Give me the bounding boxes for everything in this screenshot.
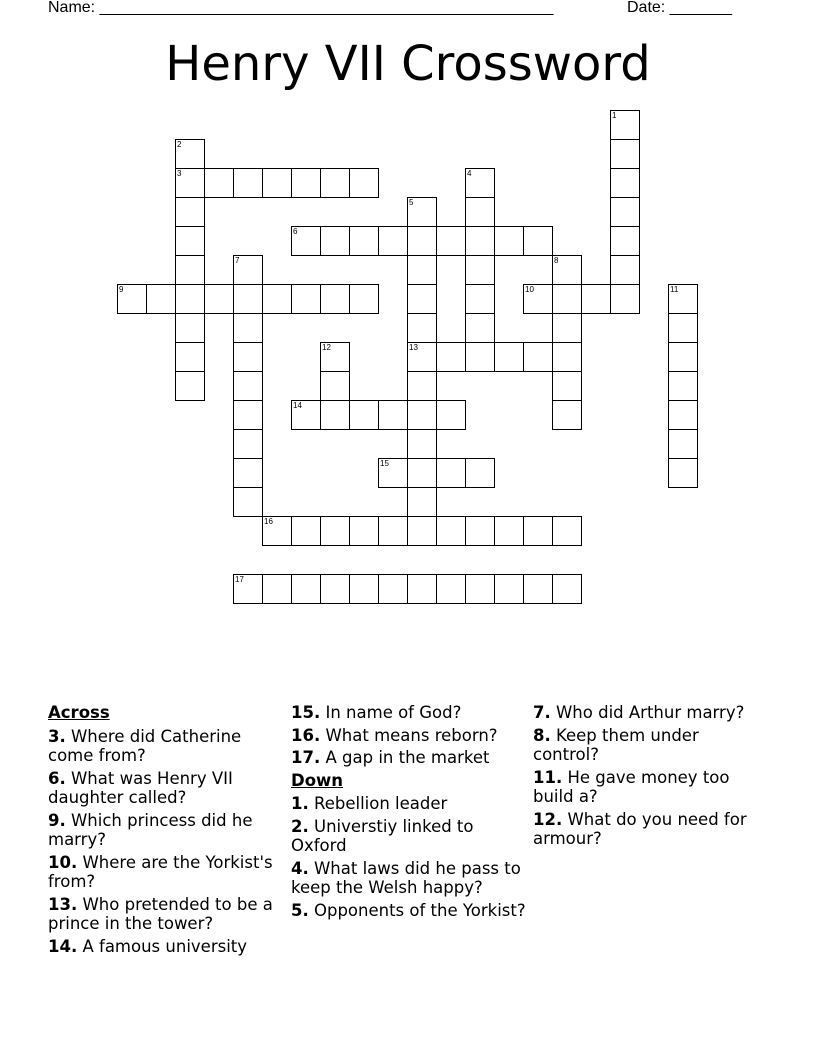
- grid-cell[interactable]: [494, 342, 524, 372]
- grid-cell[interactable]: [523, 516, 553, 546]
- cell-number: 5: [409, 198, 414, 207]
- grid-cell[interactable]: [320, 342, 350, 372]
- grid-cell[interactable]: [610, 284, 640, 314]
- down-clue-list-continued: [533, 703, 769, 849]
- cell-number: 4: [467, 169, 472, 178]
- grid-cell[interactable]: [320, 400, 350, 430]
- grid-cell[interactable]: [291, 516, 321, 546]
- grid-cell[interactable]: [233, 284, 263, 314]
- grid-cell[interactable]: [378, 458, 408, 488]
- clue-text: Which princess did he marry?: [48, 810, 253, 849]
- clue-column-1: [48, 703, 284, 959]
- grid-cell[interactable]: [494, 226, 524, 256]
- grid-cell[interactable]: [465, 284, 495, 314]
- clue-number: 6.: [48, 768, 66, 788]
- clue-text: Rebellion leader: [308, 794, 448, 813]
- clue-text: Opponents of the Yorkist?: [308, 900, 526, 920]
- grid-cell[interactable]: [465, 574, 495, 604]
- grid-cell[interactable]: [262, 516, 292, 546]
- clue-number: 11.: [533, 767, 563, 787]
- clue-number: 7.: [533, 703, 551, 722]
- clue-item: [533, 810, 769, 849]
- grid-cell[interactable]: [233, 574, 263, 604]
- grid-cell[interactable]: [465, 168, 495, 198]
- grid-cell[interactable]: [436, 342, 466, 372]
- grid-cell[interactable]: [291, 284, 321, 314]
- grid-cell[interactable]: [175, 284, 205, 314]
- clue-text: Universtiy linked to Oxford: [291, 816, 474, 855]
- cell-number: 1: [612, 111, 617, 120]
- grid-cell[interactable]: [349, 226, 379, 256]
- clue-item: [291, 794, 527, 814]
- grid-cell[interactable]: [378, 226, 408, 256]
- grid-cell[interactable]: [552, 342, 582, 372]
- grid-cell[interactable]: [465, 313, 495, 343]
- clue-number: 3.: [48, 726, 66, 746]
- clue-text: Where did Catherine come from?: [48, 726, 242, 765]
- cell-number: 6: [293, 227, 298, 236]
- clue-item: [291, 901, 527, 921]
- grid-cell[interactable]: [407, 284, 437, 314]
- clue-number: 10.: [48, 852, 78, 872]
- clue-item: [48, 937, 284, 957]
- grid-cell[interactable]: [581, 284, 611, 314]
- grid-cell[interactable]: [262, 168, 292, 198]
- grid-cell[interactable]: [668, 342, 698, 372]
- grid-cell[interactable]: [262, 284, 292, 314]
- grid-cell[interactable]: [552, 516, 582, 546]
- grid-cell[interactable]: [523, 342, 553, 372]
- clue-number: 15.: [291, 703, 321, 722]
- grid-cell[interactable]: [378, 574, 408, 604]
- grid-cell[interactable]: [204, 284, 234, 314]
- cell-number: 11: [670, 285, 679, 294]
- grid-cell[interactable]: [320, 574, 350, 604]
- grid-cell[interactable]: [668, 313, 698, 343]
- grid-cell[interactable]: [494, 516, 524, 546]
- grid-cell[interactable]: [552, 284, 582, 314]
- clue-text: Who pretended to be a prince in the tower?: [48, 894, 273, 933]
- clue-text: Keep them under control?: [533, 725, 699, 764]
- grid-cell[interactable]: [233, 371, 263, 401]
- grid-cell[interactable]: [175, 168, 205, 198]
- grid-cell[interactable]: [465, 342, 495, 372]
- grid-cell[interactable]: [494, 574, 524, 604]
- grid-cell[interactable]: [262, 574, 292, 604]
- grid-cell[interactable]: [523, 226, 553, 256]
- grid-cell[interactable]: [233, 168, 263, 198]
- clue-number: 5.: [291, 900, 309, 920]
- grid-cell[interactable]: [291, 226, 321, 256]
- grid-cell[interactable]: [523, 284, 553, 314]
- grid-cell[interactable]: [407, 255, 437, 285]
- across-clue-list: [48, 727, 284, 957]
- clue-text: What do you need for armour?: [533, 809, 747, 848]
- cell-number: 16: [264, 517, 273, 526]
- grid-cell[interactable]: [349, 574, 379, 604]
- grid-cell[interactable]: [668, 429, 698, 459]
- clue-number: 2.: [291, 816, 309, 836]
- grid-cell[interactable]: [407, 458, 437, 488]
- grid-cell[interactable]: [291, 574, 321, 604]
- cell-number: 8: [554, 256, 559, 265]
- grid-cell[interactable]: [175, 255, 205, 285]
- grid-cell[interactable]: [552, 371, 582, 401]
- cell-number: 3: [177, 169, 182, 178]
- grid-cell[interactable]: [233, 400, 263, 430]
- grid-cell[interactable]: [465, 197, 495, 227]
- grid-cell[interactable]: [610, 139, 640, 169]
- clue-item: [48, 769, 284, 808]
- clue-item: [291, 748, 527, 768]
- grid-cell[interactable]: [436, 226, 466, 256]
- clue-item: [291, 859, 527, 898]
- grid-cell[interactable]: [349, 168, 379, 198]
- across-clue-list-continued: [291, 703, 527, 768]
- grid-cell[interactable]: [407, 487, 437, 517]
- clue-text: What was Henry VII daughter called?: [48, 768, 233, 807]
- clue-item: [533, 726, 769, 765]
- grid-cell[interactable]: [320, 284, 350, 314]
- grid-cell[interactable]: [349, 516, 379, 546]
- grid-cell[interactable]: [552, 255, 582, 285]
- cell-number: 17: [235, 575, 244, 584]
- clue-item: [291, 817, 527, 856]
- clue-number: 12.: [533, 809, 563, 829]
- grid-cell[interactable]: [610, 110, 640, 140]
- grid-cell[interactable]: [378, 400, 408, 430]
- grid-cell[interactable]: [668, 400, 698, 430]
- clue-item: [533, 703, 769, 723]
- clue-item: [48, 895, 284, 934]
- cell-number: 7: [235, 256, 240, 265]
- grid-cell[interactable]: [407, 574, 437, 604]
- clue-number: 1.: [291, 794, 309, 813]
- cell-number: 13: [409, 343, 418, 352]
- cell-number: 12: [322, 343, 331, 352]
- grid-cell[interactable]: [610, 168, 640, 198]
- clue-number: 13.: [48, 894, 78, 914]
- clue-text: What laws did he pass to keep the Welsh happy?: [291, 858, 521, 897]
- grid-cell[interactable]: [320, 516, 350, 546]
- cell-number: 9: [119, 285, 124, 294]
- clue-column-2: [291, 703, 527, 923]
- grid-cell[interactable]: [175, 342, 205, 372]
- clue-item: [48, 727, 284, 766]
- grid-cell[interactable]: [552, 400, 582, 430]
- clue-text: What means reborn?: [320, 725, 498, 745]
- grid-cell[interactable]: [233, 255, 263, 285]
- grid-cell[interactable]: [436, 516, 466, 546]
- clue-item: [48, 853, 284, 892]
- grid-cell[interactable]: [175, 226, 205, 256]
- grid-cell[interactable]: [407, 313, 437, 343]
- cell-number: 15: [380, 459, 389, 468]
- clue-column-3: [533, 703, 769, 852]
- clue-text: Who did Arthur marry?: [550, 703, 745, 722]
- grid-cell[interactable]: [291, 400, 321, 430]
- grid-cell[interactable]: [320, 371, 350, 401]
- clue-number: 17.: [291, 748, 321, 767]
- grid-cell[interactable]: [436, 400, 466, 430]
- grid-cell[interactable]: [436, 574, 466, 604]
- clue-number: 8.: [533, 725, 551, 745]
- grid-cell[interactable]: [291, 168, 321, 198]
- grid-cell[interactable]: [552, 313, 582, 343]
- cell-number: 10: [525, 285, 534, 294]
- grid-cell[interactable]: [465, 458, 495, 488]
- clue-text: In name of God?: [320, 703, 462, 722]
- grid-cell[interactable]: [610, 226, 640, 256]
- grid-cell[interactable]: [349, 284, 379, 314]
- grid-cell[interactable]: [610, 197, 640, 227]
- down-clue-list: [291, 794, 527, 920]
- clue-text: He gave money too build a?: [533, 767, 730, 806]
- grid-cell[interactable]: [407, 516, 437, 546]
- grid-cell[interactable]: [233, 313, 263, 343]
- cell-number: 14: [293, 401, 302, 410]
- grid-cell[interactable]: [204, 168, 234, 198]
- clue-number: 14.: [48, 936, 78, 956]
- grid-cell[interactable]: [407, 226, 437, 256]
- grid-cell[interactable]: [146, 284, 176, 314]
- grid-cell[interactable]: [407, 342, 437, 372]
- grid-cell[interactable]: [668, 371, 698, 401]
- clue-text: Where are the Yorkist's from?: [48, 852, 273, 891]
- grid-cell[interactable]: [610, 255, 640, 285]
- grid-cell[interactable]: [320, 168, 350, 198]
- grid-cell[interactable]: [407, 371, 437, 401]
- page-title: Henry VII Crossword: [165, 36, 651, 92]
- grid-cell[interactable]: [436, 458, 466, 488]
- clue-item: [291, 726, 527, 746]
- clue-item: [48, 811, 284, 850]
- date-field[interactable]: Date: _______: [627, 0, 732, 16]
- clue-number: 16.: [291, 725, 321, 745]
- grid-cell[interactable]: [465, 226, 495, 256]
- grid-cell[interactable]: [320, 226, 350, 256]
- grid-cell[interactable]: [233, 487, 263, 517]
- grid-cell[interactable]: [233, 429, 263, 459]
- grid-cell[interactable]: [233, 458, 263, 488]
- grid-cell[interactable]: [349, 400, 379, 430]
- grid-cell[interactable]: [175, 197, 205, 227]
- grid-cell[interactable]: [552, 574, 582, 604]
- clue-item: [533, 768, 769, 807]
- clue-number: 9.: [48, 810, 66, 830]
- across-heading: Across: [48, 703, 110, 722]
- grid-cell[interactable]: [465, 255, 495, 285]
- clue-text: A gap in the market: [320, 748, 490, 767]
- clue-number: 4.: [291, 858, 309, 878]
- grid-cell[interactable]: [668, 284, 698, 314]
- cell-number: 2: [177, 140, 182, 149]
- grid-cell[interactable]: [407, 429, 437, 459]
- grid-cell[interactable]: [117, 284, 147, 314]
- clue-text: A famous university: [77, 936, 248, 956]
- grid-cell[interactable]: [407, 197, 437, 227]
- grid-cell[interactable]: [175, 371, 205, 401]
- grid-cell[interactable]: [378, 516, 408, 546]
- clue-item: [291, 703, 527, 723]
- grid-cell[interactable]: [465, 516, 495, 546]
- grid-cell[interactable]: [175, 313, 205, 343]
- grid-cell[interactable]: [407, 400, 437, 430]
- grid-cell[interactable]: [175, 139, 205, 169]
- name-field[interactable]: Name: ___________________________________________________: [48, 0, 554, 16]
- down-heading: Down: [291, 770, 344, 790]
- grid-cell[interactable]: [233, 342, 263, 372]
- grid-cell[interactable]: [523, 574, 553, 604]
- grid-cell[interactable]: [668, 458, 698, 488]
